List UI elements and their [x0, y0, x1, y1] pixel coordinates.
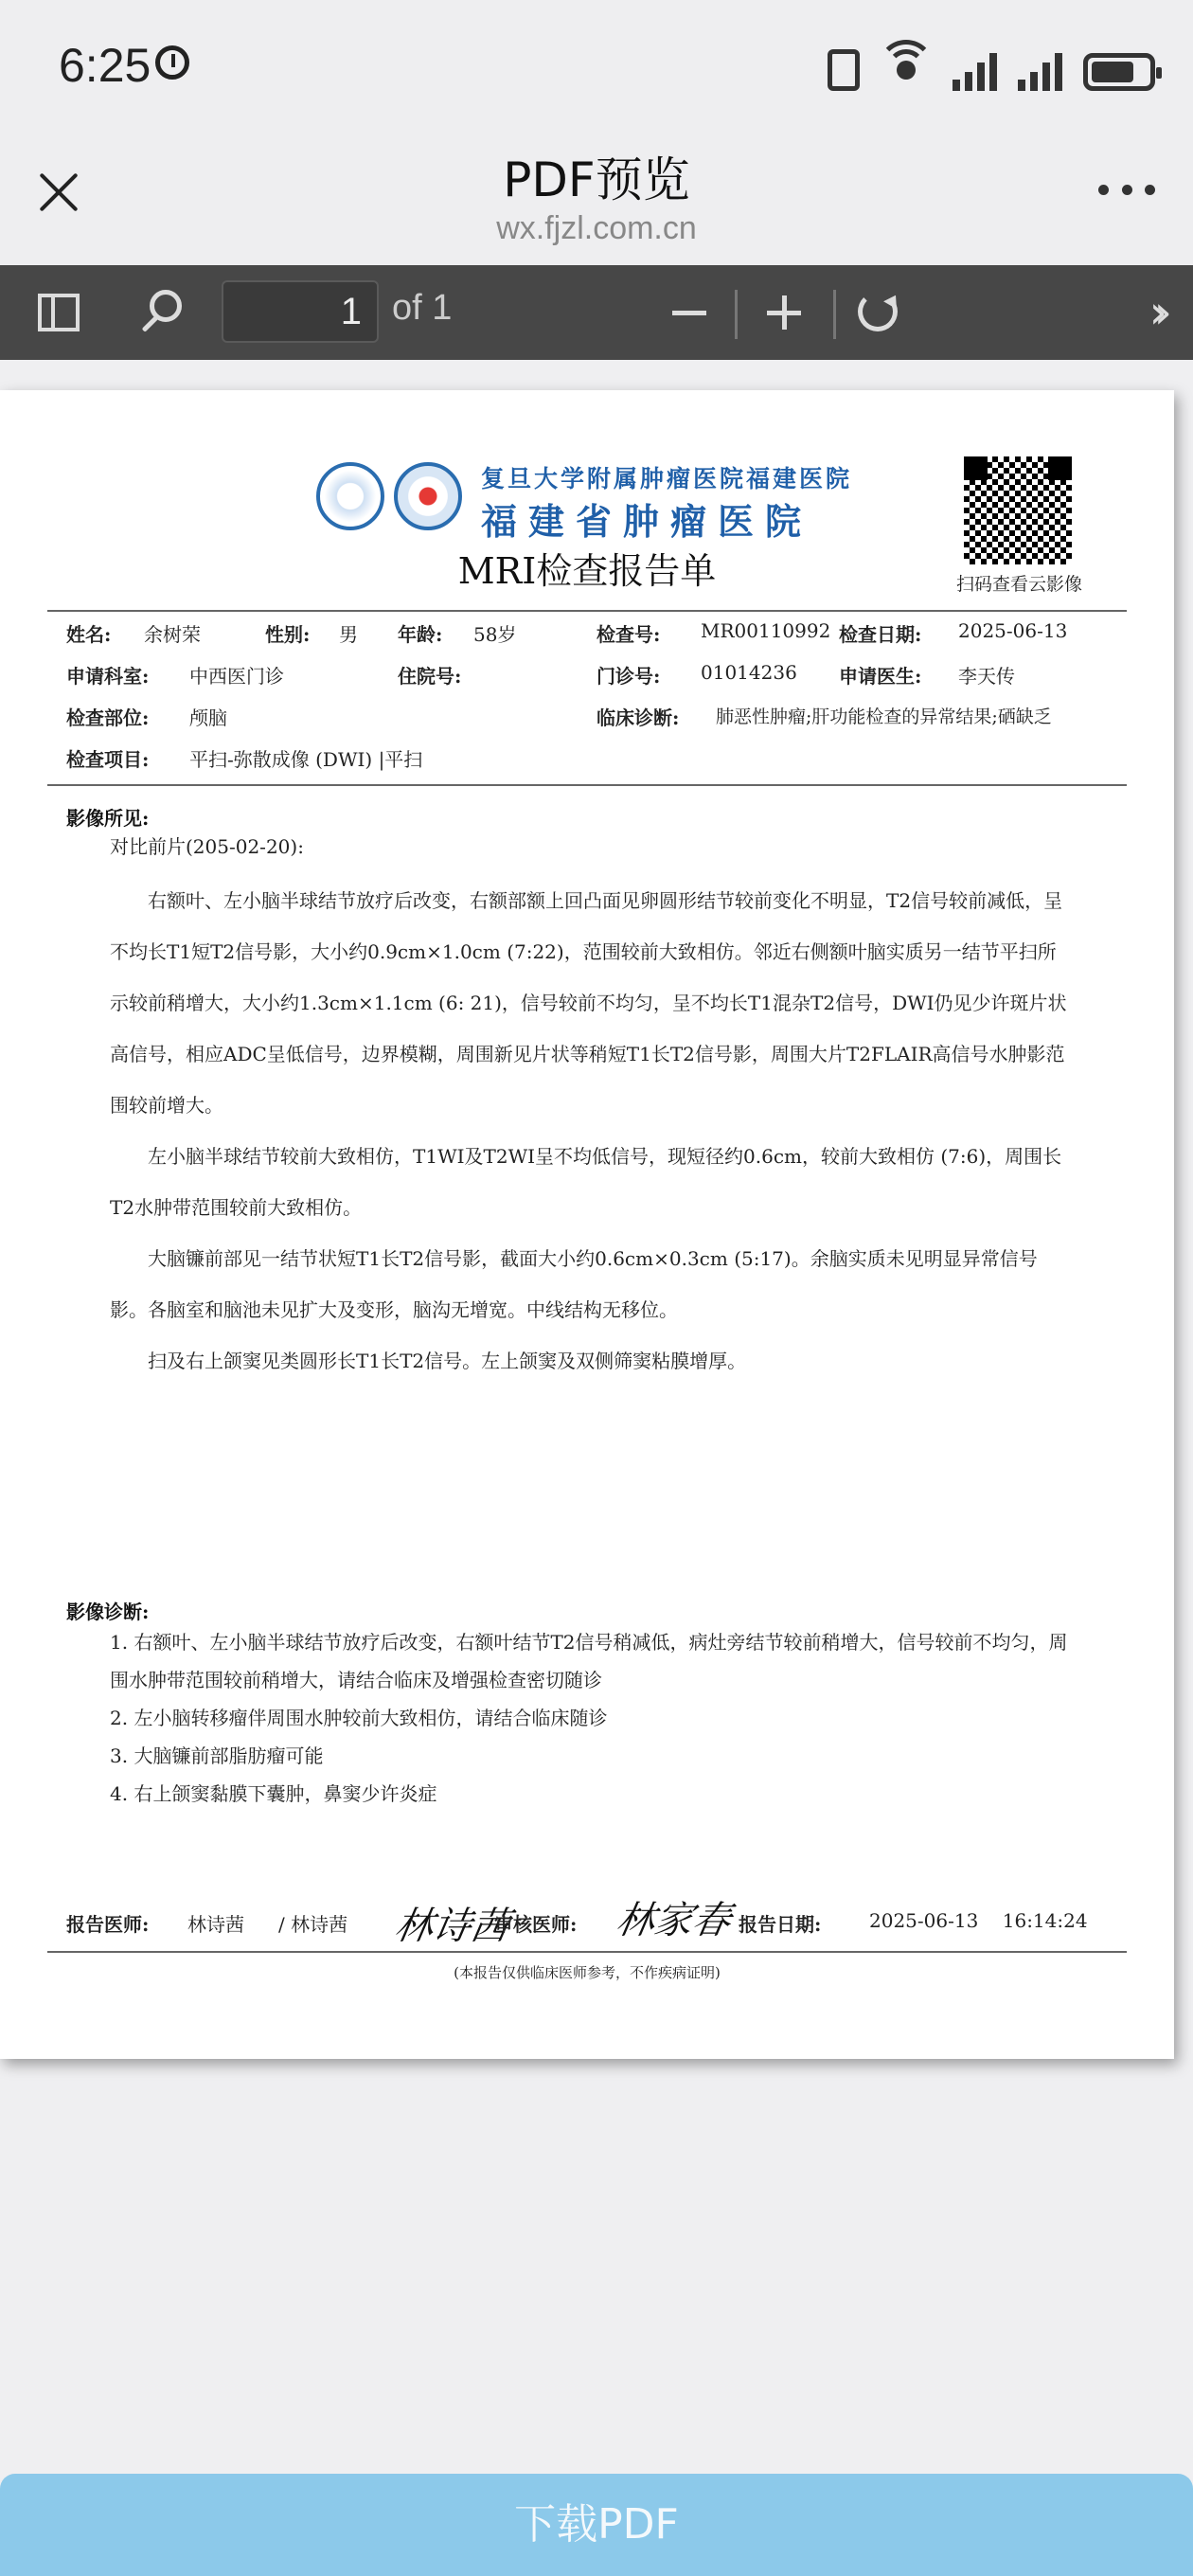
- hospital-emblem-icon: [394, 462, 462, 530]
- report-date: 2025-06-13 16:14:24: [869, 1909, 1088, 1932]
- report-date-label: 报告日期:: [739, 1913, 822, 1936]
- dept: 中西医门诊: [189, 665, 284, 688]
- patient-name: 余树荣: [144, 623, 201, 646]
- reporter-label: 报告医师:: [66, 1913, 150, 1936]
- findings-paragraph: 扫及右上颌窦见类圆形长T1长T2信号。左上颌窦及双侧筛窦粘膜增厚。: [148, 1350, 747, 1372]
- findings-paragraph: 右额叶、左小脑半球结节放疗后改变，右额部额上回凸面见卵圆形结节较前变化不明显，T2信号较前减低，呈不均长T1短T2信号影，大小约0.9cm×1.0cm (7:22)，范围较前大致相仿。邻近右侧额叶脑实质另一结节平扫所示较前稍增大，大小约1.3cm×1.1cm (6: 21)，信号较前不均匀，呈不均长T1混杂T2信号，DWI仍见少许斑片状高信号，相应ADC呈低信号，边界模糊，周围新见片状等稍短T1长T2信号影，周围大片T2FLAIR高信号水肿影范围较前增大。: [110, 889, 1067, 1117]
- divider: [47, 610, 1127, 612]
- disclaimer-note: (本报告仅供临床医师参考，不作疾病证明): [454, 1964, 721, 1981]
- diagnosis-item: 4. 右上颌窦黏膜下囊肿，鼻窦少许炎症: [110, 1782, 437, 1805]
- diagnosis-item: 1. 右额叶、左小脑半球结节放疗后改变，右额叶结节T2信号稍减低，病灶旁结节较前稍增大，信号较前不均匀，周围水肿带范围较前稍增大，请结合临床及增强检查密切随诊: [110, 1631, 1068, 1691]
- wifi-icon: [881, 49, 932, 91]
- status-icons: [828, 44, 1155, 91]
- dept-label: 申请科室:: [66, 665, 150, 688]
- hospital-logo-icon: [316, 462, 384, 530]
- more-tools-icon[interactable]: ››: [1148, 286, 1159, 339]
- qr-code-icon: [964, 456, 1072, 564]
- zoom-out-icon[interactable]: [672, 311, 706, 315]
- reviewer-label: 审核医师:: [494, 1913, 578, 1936]
- signal-icon-1: [953, 49, 997, 91]
- doctor-label: 申请医生:: [839, 665, 922, 688]
- reviewer-signature: 林家春: [613, 1899, 735, 1942]
- battery-icon: [1083, 53, 1155, 91]
- toolbar-divider: [735, 290, 738, 339]
- clock-time: 6:25: [59, 39, 151, 92]
- hospital-name-small: 复旦大学附属肿瘤医院福建医院: [481, 465, 853, 492]
- sidebar-toggle-icon[interactable]: [38, 294, 80, 331]
- age-label: 年龄:: [398, 623, 443, 646]
- outpatient-no: 01014236: [701, 661, 797, 684]
- diagnosis-item: 3. 大脑镰前部脂肪瘤可能: [110, 1744, 324, 1767]
- name-label: 姓名:: [66, 623, 112, 646]
- part-label: 检查部位:: [66, 707, 150, 729]
- doctor: 李天传: [958, 665, 1015, 688]
- toolbar-divider: [833, 290, 836, 339]
- pdf-page: [0, 390, 1174, 2059]
- exam-item: 平扫-弥散成像 (DWI) |平扫: [189, 748, 423, 771]
- patient-age: 58岁: [473, 623, 517, 646]
- outpatient-label: 门诊号:: [596, 665, 661, 688]
- rotate-icon[interactable]: [858, 292, 898, 331]
- findings-paragraph: 大脑镰前部见一结节状短T1长T2信号影，截面大小约0.6cm×0.3cm (5:17)。余脑实质未见明显异常信号影。各脑室和脑池未见扩大及变形，脑沟无增宽。中线结构无移位。: [110, 1247, 1038, 1321]
- page-url: wx.fjzl.com.cn: [496, 210, 697, 246]
- findings-paragraph: 左小脑半球结节较前大致相仿，T1WI及T2WI呈不均低信号，现短径约0.6cm，较前大致相仿 (7:6)，周围长T2水肿带范围较前大致相仿。: [110, 1145, 1062, 1219]
- exam-date: 2025-06-13: [958, 619, 1068, 642]
- clinical-label: 临床诊断:: [596, 707, 680, 729]
- sex-label: 性别:: [265, 623, 311, 646]
- exam-date-label: 检查日期:: [839, 623, 922, 646]
- reporter-signature: 林诗茜: [391, 1905, 513, 1948]
- vibrate-icon: [828, 49, 860, 91]
- exam-no-label: 检查号:: [596, 623, 661, 646]
- report-title: MRI检查报告单: [457, 550, 717, 592]
- item-label: 检查项目:: [66, 748, 150, 771]
- hospital-name-large: 福建省肿瘤医院: [481, 500, 813, 543]
- diagnosis-item: 2. 左小脑转移瘤伴周围水肿较前大致相仿，请结合临床随诊: [110, 1707, 608, 1729]
- zoom-in-icon[interactable]: [767, 295, 801, 330]
- divider: [47, 784, 1127, 786]
- alarm-icon: [155, 45, 189, 80]
- clinical-diagnosis: 肺恶性肿瘤;肝功能检查的异常结果;硒缺乏: [716, 707, 1052, 727]
- download-pdf-button[interactable]: 下载PDF: [0, 2474, 1193, 2576]
- exam-no: MR00110992: [701, 619, 831, 642]
- inpatient-label: 住院号:: [398, 665, 462, 688]
- search-icon[interactable]: [144, 290, 182, 331]
- more-options-icon[interactable]: [1098, 185, 1155, 204]
- qr-caption: 扫码查看云影像: [956, 574, 1083, 595]
- reporter-name-2: / 林诗茜: [278, 1913, 348, 1936]
- diagnosis-title: 影像诊断:: [66, 1601, 150, 1623]
- exam-part: 颅脑: [189, 707, 227, 729]
- app-header: [0, 133, 1193, 265]
- page-number-input[interactable]: 1: [222, 280, 379, 343]
- divider: [47, 1951, 1127, 1953]
- page-title: PDF预览: [503, 152, 690, 207]
- findings-title: 影像所见:: [66, 807, 150, 830]
- pdf-viewer[interactable]: [0, 360, 1193, 2576]
- patient-sex: 男: [339, 623, 358, 646]
- signal-icon-2: [1018, 49, 1062, 91]
- page-count: of 1: [392, 288, 453, 328]
- reporter-name: 林诗茜: [187, 1913, 244, 1936]
- findings-compare: 对比前片(205-02-20):: [110, 835, 304, 858]
- status-bar: [0, 0, 1193, 133]
- pdf-toolbar: [0, 265, 1193, 360]
